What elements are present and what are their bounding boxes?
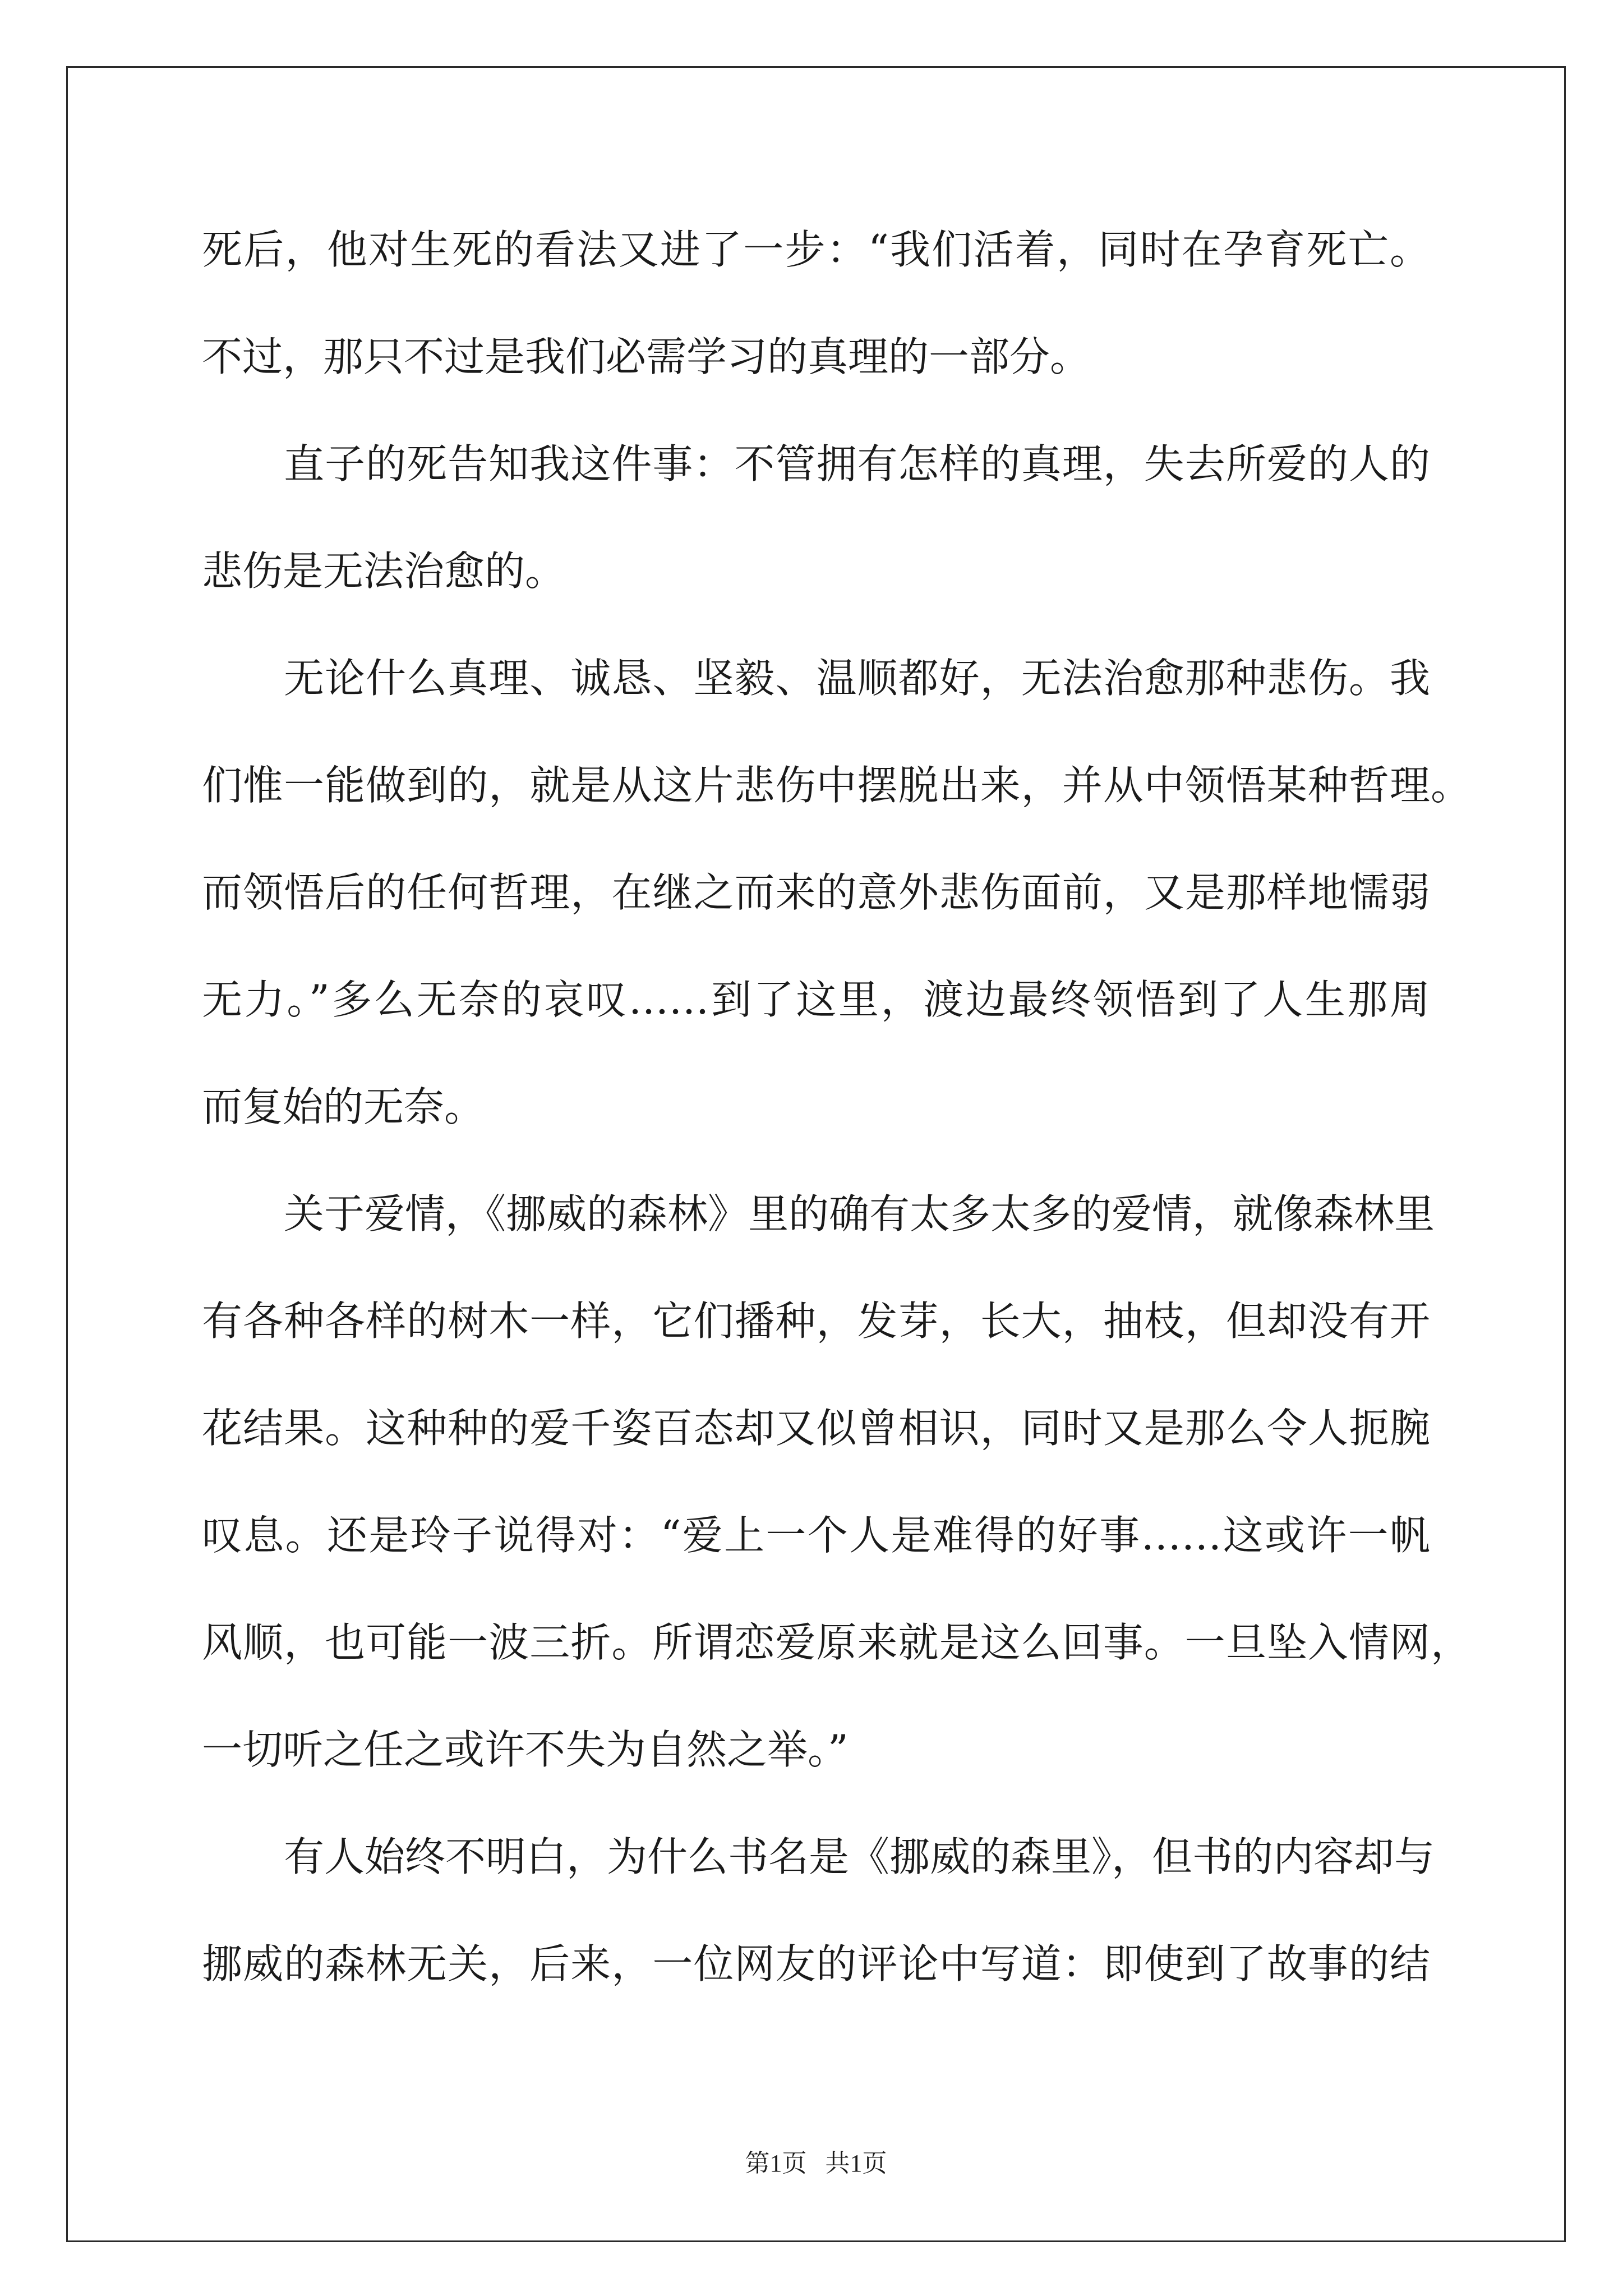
text-line: 有人始终不明白，为什么书名是《挪威的森里》，但书的内容却与	[284, 1833, 1435, 1880]
text-line: 无力。”多么无奈的哀叹……到了这里，渡边最终领悟到了人生那周	[202, 976, 1430, 1023]
text-line: 叹息。还是玲子说得对：“爱上一个人是难得的好事……这或许一帆	[202, 1512, 1430, 1559]
text-line: 而复始的无奈。	[202, 1083, 485, 1130]
text-line: 一切听之任之或许不失为自然之举。”	[202, 1726, 849, 1773]
text-line: 死后，他对生死的看法又进了一步：“我们活着，同时在孕育死亡。	[202, 226, 1430, 273]
text-line: 无论什么真理、诚恳、坚毅、温顺都好，无法治愈那种悲伤。我	[284, 655, 1430, 702]
text-line: 不过，那只不过是我们必需学习的真理的一部分。	[202, 333, 1091, 380]
text-line: 风顺，也可能一波三折。所谓恋爱原来就是这么回事。一旦坠入情网，	[202, 1619, 1471, 1666]
text-line: 花结果。这种种的爱千姿百态却又似曾相识，同时又是那么令人扼腕	[202, 1405, 1430, 1452]
page-footer: 第1页 共1页	[745, 2150, 887, 2177]
text-line: 有各种各样的树木一样，它们播种，发芽，长大，抽枝，但却没有开	[202, 1297, 1430, 1345]
text-line: 直子的死告知我这件事：不管拥有怎样的真理，失去所爱的人的	[284, 440, 1430, 487]
text-line: 挪威的森林无关，后来，一位网友的评论中写道：即使到了故事的结	[202, 1940, 1430, 1987]
text-line: 关于爱情，《挪威的森林》里的确有太多太多的爱情，就像森林里	[284, 1190, 1435, 1237]
text-line: 而领悟后的任何哲理，在继之而来的意外悲伤面前，又是那样地懦弱	[202, 869, 1430, 916]
text-line: 悲伤是无法治愈的。	[202, 547, 566, 595]
document-body	[202, 196, 1492, 2018]
text-line: 们惟一能做到的，就是从这片悲伤中摆脱出来，并从中领悟某种哲理。	[202, 762, 1471, 809]
